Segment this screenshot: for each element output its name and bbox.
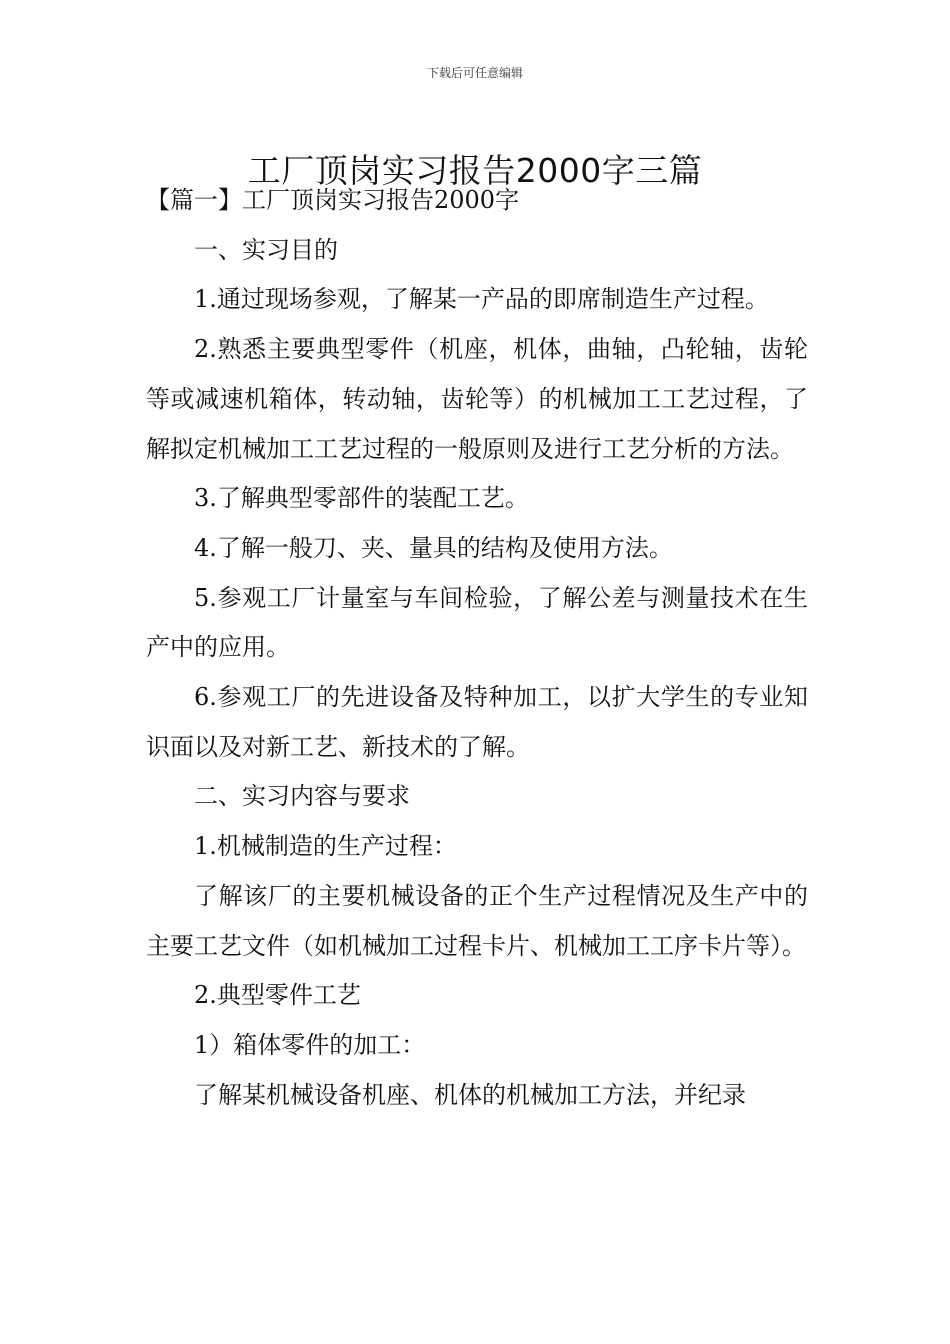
goal-item-1: 1.通过现场参观，了解某一产品的即席制造生产过程。 xyxy=(194,285,769,314)
heading-internship-goals: 一、实习目的 xyxy=(194,235,338,264)
section-heading: 【篇一】工厂顶岗实习报告2000字 xyxy=(146,186,520,214)
content-item-2: 2.典型零件工艺 xyxy=(194,981,361,1010)
goal-item-5: 5.参观工厂计量室与车间检验，了解公差与测量技术在生产中的应用。 xyxy=(146,583,808,662)
heading-content-requirements: 二、实习内容与要求 xyxy=(194,782,410,811)
content-subitem-1-detail: 了解某机械设备机座、机体的机械加工方法，并纪录 xyxy=(194,1080,746,1109)
document-title: 工厂顶岗实习报告2000字三篇 xyxy=(247,151,703,191)
goal-item-3: 3.了解典型零部件的装配工艺。 xyxy=(194,484,529,513)
content-subitem-1: 1）箱体零件的加工： xyxy=(194,1030,426,1059)
goal-item-4: 4.了解一般刀、夹、量具的结构及使用方法。 xyxy=(194,533,673,562)
goal-item-2: 2.熟悉主要典型零件（机座，机体，曲轴，凸轮轴，齿轮等或减速机箱体，转动轴，齿轮等）的机械加工工艺过程，了解拟定机械加工工艺过程的一般原则及进行工艺分析的方法。 xyxy=(146,335,808,463)
goal-item-6: 6.参观工厂的先进设备及特种加工，以扩大学生的专业知识面以及对新工艺、新技术的了解。 xyxy=(146,683,808,761)
header-note: 下载后可任意编辑 xyxy=(426,66,523,80)
content-item-1-detail: 了解该厂的主要机械设备的正个生产过程情况及生产中的主要工艺文件（如机械加工过程卡片、机械加工工序卡片等）。 xyxy=(146,881,808,960)
content-item-1: 1.机械制造的生产过程： xyxy=(194,832,457,861)
document-body xyxy=(146,176,808,1120)
